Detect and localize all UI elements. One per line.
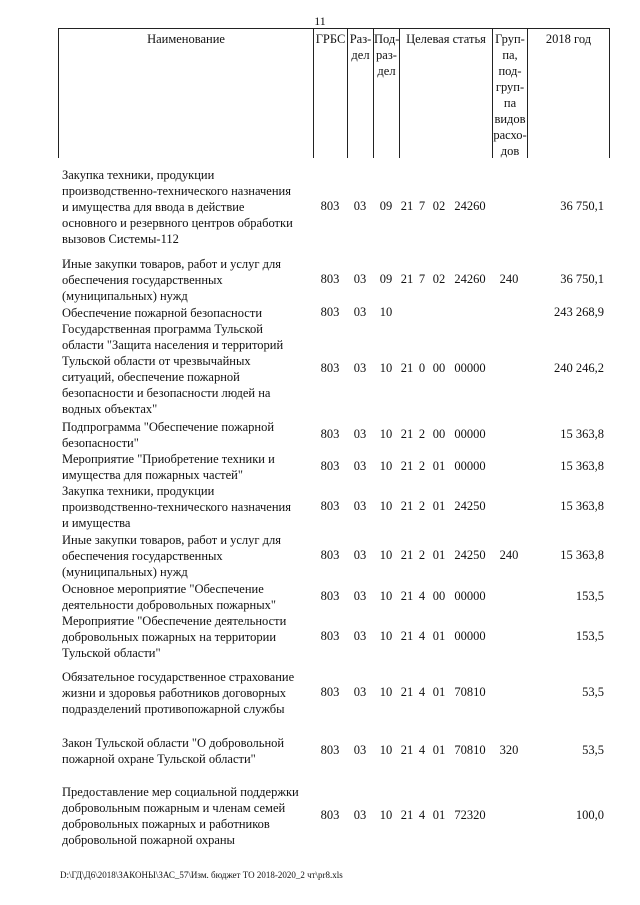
row-podrazdel: 09 (379, 272, 393, 286)
row-razdel: 03 (353, 305, 367, 319)
row-razdel: 03 (353, 743, 367, 757)
row-target-article-direction: 70810 (454, 743, 486, 757)
row-name: Мероприятие "Приобретение техники и имущества для пожарных частей" (62, 452, 275, 483)
row-target-article-subprogram: 7 (418, 199, 426, 213)
row-expense-type: 240 (499, 272, 519, 286)
row-amount: 15 363,8 (560, 427, 604, 441)
row-name: Иные закупки товаров, работ и услуг для обеспечения государственных (муниципальных) нужд (62, 257, 282, 304)
row-target-article-program: 21 (400, 499, 414, 513)
row-name: Закупка техники, продукции производственно-технического назначения и имущества для ввода в действие основного и резервного центров обработки вызовов Системы-112 (62, 168, 293, 247)
row-podrazdel: 10 (379, 305, 393, 319)
row-grbs: 803 (320, 589, 340, 603)
row-podrazdel: 10 (379, 808, 393, 822)
row-name: Подпрограмма "Обеспечение пожарной безопасности" (62, 420, 275, 451)
row-target-article-program: 21 (400, 548, 414, 562)
page-number: 11 (314, 14, 326, 28)
row-podrazdel: 10 (379, 589, 393, 603)
row-grbs: 803 (320, 499, 340, 513)
row-podrazdel: 10 (379, 629, 393, 643)
row-target-article-program: 21 (400, 589, 414, 603)
row-target-article-direction: 00000 (454, 427, 486, 441)
row-razdel: 03 (353, 499, 367, 513)
row-target-article-program: 21 (400, 743, 414, 757)
row-target-article-event: 02 (432, 272, 446, 286)
row-target-article-direction: 24250 (454, 499, 486, 513)
row-target-article-program: 21 (400, 199, 414, 213)
row-name: Закон Тульской области "О добровольной пожарной охране Тульской области" (62, 736, 285, 767)
row-target-article-event: 00 (432, 361, 446, 375)
header-name: Наименование (147, 32, 225, 46)
row-target-article-event: 01 (432, 685, 446, 699)
row-name: Обеспечение пожарной безопасности (62, 306, 263, 320)
row-target-article-program: 21 (400, 629, 414, 643)
row-name: Мероприятие "Обеспечение деятельности добровольных пожарных на территории Тульской области" (62, 614, 287, 661)
row-target-article-subprogram: 4 (418, 629, 426, 643)
header-razdel: Раз- дел (349, 32, 372, 62)
row-target-article-program: 21 (400, 685, 414, 699)
header-divider-year (527, 28, 528, 158)
row-target-article-event: 00 (432, 427, 446, 441)
row-amount: 15 363,8 (560, 499, 604, 513)
row-target-article-direction: 24250 (454, 548, 486, 562)
row-amount: 240 246,2 (554, 361, 604, 375)
header-divider-grbs (313, 28, 314, 158)
row-razdel: 03 (353, 199, 367, 213)
row-podrazdel: 10 (379, 427, 393, 441)
row-razdel: 03 (353, 361, 367, 375)
row-amount: 243 268,9 (554, 305, 604, 319)
header-divider-right (609, 28, 610, 158)
row-target-article-event: 01 (432, 548, 446, 562)
row-target-article-event: 01 (432, 499, 446, 513)
row-target-article-event: 00 (432, 589, 446, 603)
file-path-footer: D:\ГД\Д6\2018\ЗАКОНЫ\ЗАС_57\Изм. бюджет ТО 2018-2020_2 чт\pr8.xls (60, 870, 343, 880)
row-target-article-direction: 00000 (454, 459, 486, 473)
header-grbs: ГРБС (315, 32, 346, 46)
row-grbs: 803 (320, 743, 340, 757)
row-expense-type: 240 (499, 548, 519, 562)
row-razdel: 03 (353, 272, 367, 286)
row-target-article-subprogram: 2 (418, 427, 426, 441)
row-amount: 53,5 (582, 685, 604, 699)
row-name: Основное мероприятие "Обеспечение деятельности добровольных пожарных" (62, 582, 276, 613)
row-target-article-subprogram: 2 (418, 459, 426, 473)
row-target-article-event: 01 (432, 629, 446, 643)
row-amount: 153,5 (575, 629, 604, 643)
row-podrazdel: 10 (379, 459, 393, 473)
row-amount: 36 750,1 (560, 199, 604, 213)
row-amount: 153,5 (575, 589, 604, 603)
row-razdel: 03 (353, 685, 367, 699)
row-podrazdel: 10 (379, 361, 393, 375)
row-target-article-direction: 00000 (454, 589, 486, 603)
row-target-article-subprogram: 4 (418, 685, 426, 699)
row-grbs: 803 (320, 685, 340, 699)
row-target-article-direction: 70810 (454, 685, 486, 699)
row-podrazdel: 10 (379, 548, 393, 562)
row-target-article-subprogram: 0 (418, 361, 426, 375)
row-name: Государственная программа Тульской области "Защита населения и территорий Тульской области от чрезвычайных ситуаций, обеспечение пожарной безопасности и безопасности людей на водных объектах" (62, 322, 284, 417)
row-target-article-subprogram: 2 (418, 548, 426, 562)
row-target-article-direction: 72320 (454, 808, 486, 822)
row-grbs: 803 (320, 808, 340, 822)
row-expense-type: 320 (499, 743, 519, 757)
row-target-article-subprogram: 2 (418, 499, 426, 513)
row-grbs: 803 (320, 361, 340, 375)
row-razdel: 03 (353, 427, 367, 441)
row-target-article-program: 21 (400, 361, 414, 375)
row-target-article-direction: 00000 (454, 361, 486, 375)
row-target-article-program: 21 (400, 427, 414, 441)
row-target-article-program: 21 (400, 272, 414, 286)
row-target-article-program: 21 (400, 459, 414, 473)
row-podrazdel: 10 (379, 743, 393, 757)
row-target-article-event: 01 (432, 808, 446, 822)
header-celevaya-statya: Целевая статья (406, 32, 486, 46)
row-name: Предоставление мер социальной поддержки добровольным пожарным и членам семей добровольных пожарных и работников добровольной пожарной охраны (62, 785, 299, 848)
header-divider-cs (399, 28, 400, 158)
row-podrazdel: 09 (379, 199, 393, 213)
row-amount: 100,0 (575, 808, 604, 822)
row-target-article-subprogram: 4 (418, 589, 426, 603)
row-target-article-event: 01 (432, 459, 446, 473)
row-amount: 53,5 (582, 743, 604, 757)
row-razdel: 03 (353, 629, 367, 643)
row-target-article-event: 02 (432, 199, 446, 213)
header-year: 2018 год (545, 32, 592, 46)
row-target-article-subprogram: 4 (418, 743, 426, 757)
row-amount: 15 363,8 (560, 459, 604, 473)
row-target-article-direction: 00000 (454, 629, 486, 643)
header-gruppa-vidov: Груп- па, под- груп- па видов расхо- дов (493, 32, 527, 158)
row-grbs: 803 (320, 305, 340, 319)
header-divider-left (58, 28, 59, 158)
row-target-article-event: 01 (432, 743, 446, 757)
row-razdel: 03 (353, 808, 367, 822)
row-name: Обязательное государственное страхование жизни и здоровья работников договорных подразделений противопожарной службы (62, 670, 295, 717)
row-target-article-direction: 24260 (454, 199, 486, 213)
row-razdel: 03 (353, 459, 367, 473)
row-podrazdel: 10 (379, 499, 393, 513)
row-name: Иные закупки товаров, работ и услуг для обеспечения государственных (муниципальных) нужд (62, 533, 282, 580)
row-razdel: 03 (353, 548, 367, 562)
row-grbs: 803 (320, 548, 340, 562)
row-amount: 15 363,8 (560, 548, 604, 562)
row-grbs: 803 (320, 629, 340, 643)
row-target-article-direction: 24260 (454, 272, 486, 286)
row-target-article-subprogram: 7 (418, 272, 426, 286)
row-name: Закупка техники, продукции производственно-технического назначения и имущества (62, 484, 291, 531)
row-razdel: 03 (353, 589, 367, 603)
row-target-article-program: 21 (400, 808, 414, 822)
row-grbs: 803 (320, 272, 340, 286)
row-grbs: 803 (320, 459, 340, 473)
row-grbs: 803 (320, 427, 340, 441)
row-target-article-subprogram: 4 (418, 808, 426, 822)
header-podrazdel: Под- раз- дел (374, 32, 400, 78)
row-grbs: 803 (320, 199, 340, 213)
row-amount: 36 750,1 (560, 272, 604, 286)
row-podrazdel: 10 (379, 685, 393, 699)
